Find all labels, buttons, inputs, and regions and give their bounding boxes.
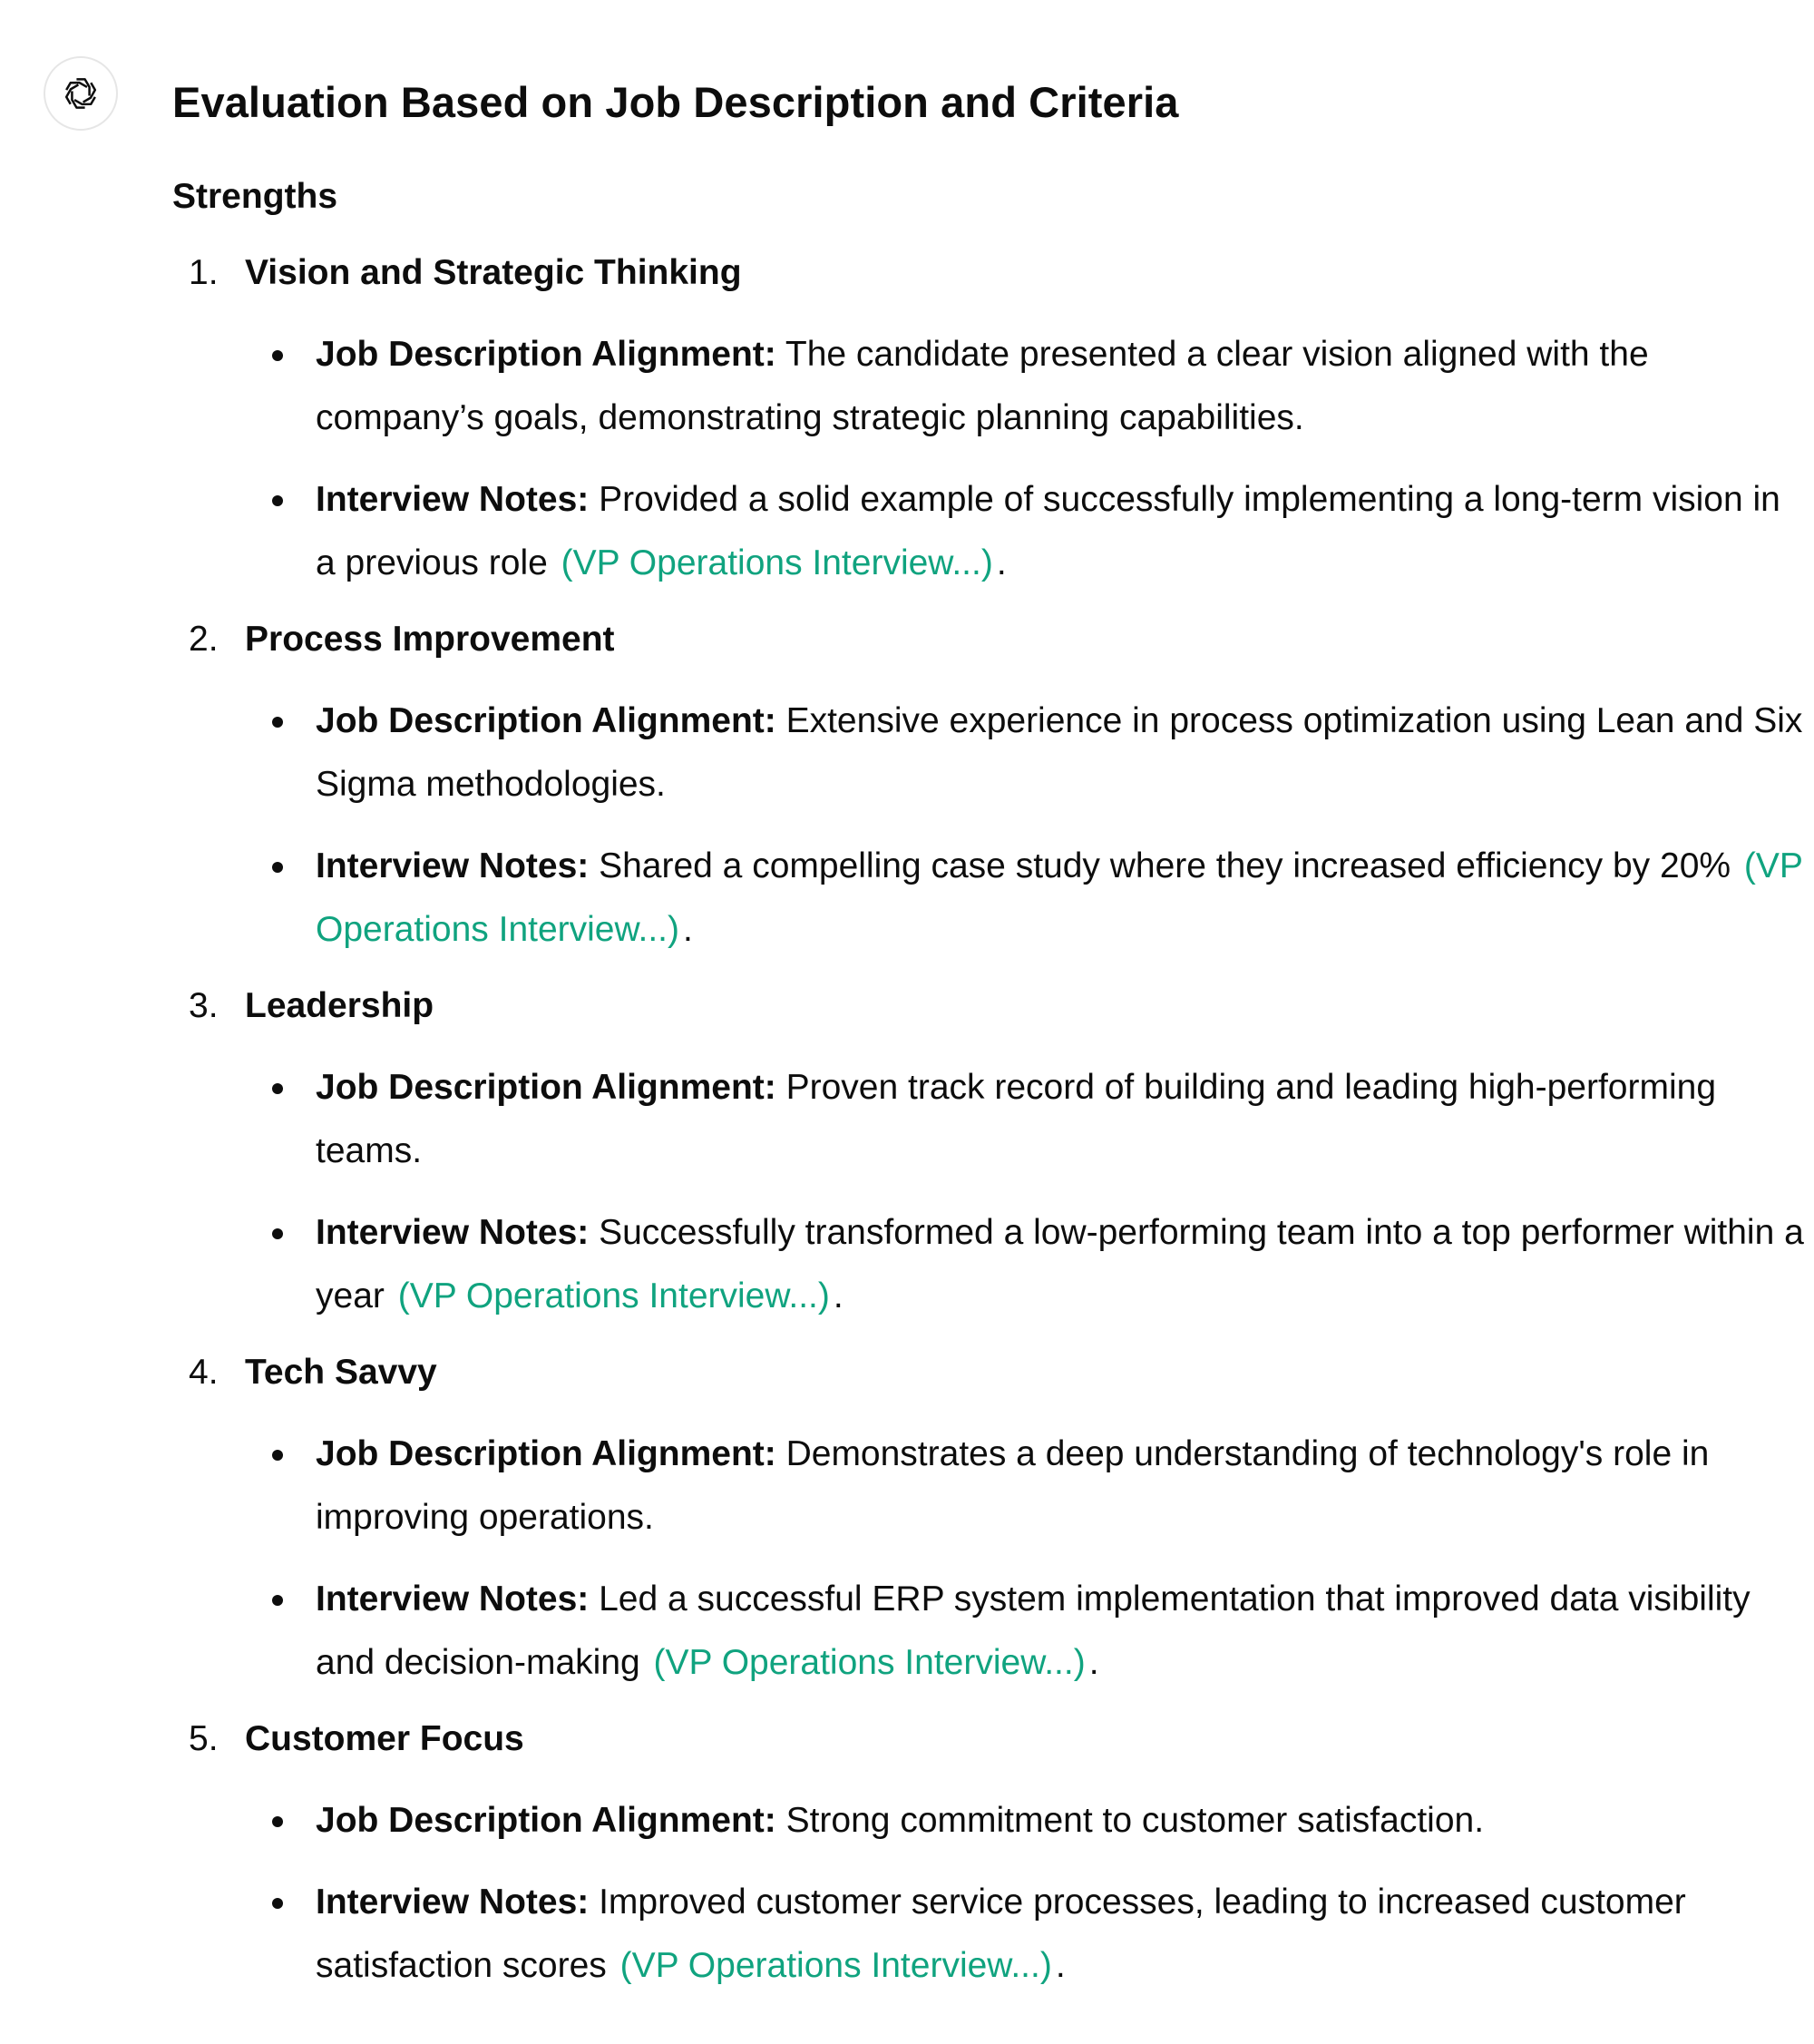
bullet-dot: [272, 1083, 283, 1094]
jd-label: Job Description Alignment:: [316, 1434, 776, 1473]
interview-notes-bullet: [172, 1871, 1805, 1998]
assistant-message: [172, 65, 1804, 1998]
sentence-end: .: [833, 1276, 844, 1315]
jd-text: Proven track record of building and leading high-performing teams.: [316, 1068, 1717, 1170]
interview-notes-bullet: [172, 835, 1805, 962]
notes-text: Shared a compelling case study where they increased efficiency by 20%: [589, 846, 1731, 885]
notes-label: Interview Notes:: [316, 1883, 590, 1922]
jd-text: Extensive experience in process optimization using Lean and Six Sigma methodologies.: [316, 701, 1803, 804]
bullet-dot: [272, 1228, 283, 1239]
item-number: 5.: [189, 1719, 219, 1758]
strength-heading: [172, 241, 1796, 305]
citation-link[interactable]: (VP Operations Interview...): [653, 1643, 1086, 1682]
strength-details: [172, 1056, 1804, 1328]
strength-item: [172, 608, 1803, 962]
sentence-end: .: [1055, 1946, 1066, 1985]
assistant-avatar: [44, 56, 118, 131]
strength-heading: [172, 608, 1796, 671]
response-title: Evaluation Based on Job Description and Criteria: [172, 78, 1179, 126]
bullet-dot: [272, 1595, 283, 1606]
strength-details: [172, 1423, 1796, 1695]
openai-logo-icon: [58, 71, 103, 116]
item-number: 4.: [189, 1353, 219, 1392]
citation-link[interactable]: (VP Operations Interview...): [316, 846, 1803, 949]
jd-label: Job Description Alignment:: [316, 1801, 776, 1840]
strength-item: [172, 1341, 1796, 1695]
sentence-end: .: [1088, 1643, 1099, 1682]
bullet-dot: [272, 495, 283, 506]
interview-notes-bullet: [172, 1568, 1805, 1695]
item-number: 2.: [189, 620, 219, 659]
strength-heading: [172, 1707, 1796, 1771]
bullet-dot: [272, 350, 283, 361]
item-number: 1.: [189, 253, 219, 292]
notes-text: Improved customer service processes, leading to increased customer satisfaction scores: [316, 1883, 1686, 1985]
item-heading-text: Customer Focus: [245, 1719, 524, 1758]
strength-details: [172, 1789, 1796, 1998]
strength-item: [172, 974, 1804, 1328]
bullet-dot: [272, 1816, 283, 1827]
item-number: 3.: [189, 986, 219, 1025]
citation-link[interactable]: (VP Operations Interview...): [397, 1276, 830, 1315]
bullet-dot: [272, 862, 283, 873]
bullet-dot: [272, 717, 283, 728]
notes-text: Successfully transformed a low-performing team into a top performer within a year: [316, 1213, 1804, 1315]
item-heading-text: Leadership: [245, 986, 434, 1025]
notes-label: Interview Notes:: [316, 1213, 590, 1252]
notes-label: Interview Notes:: [316, 846, 590, 885]
jd-alignment-bullet: [172, 1056, 1805, 1183]
bullet-dot: [272, 1450, 283, 1461]
strengths-list: [172, 241, 1804, 1998]
sentence-end: .: [996, 543, 1007, 582]
jd-text: The candidate presented a clear vision aligned with the company’s goals, demonstrating strategic planning capabilities.: [316, 335, 1649, 437]
jd-alignment-bullet: [172, 689, 1805, 817]
item-heading-text: Process Improvement: [245, 620, 615, 659]
item-heading-text: Vision and Strategic Thinking: [245, 253, 742, 292]
citation-link[interactable]: (VP Operations Interview...): [619, 1946, 1052, 1985]
jd-label: Job Description Alignment:: [316, 1068, 776, 1107]
interview-notes-bullet: [172, 1201, 1805, 1328]
jd-alignment-bullet: [172, 323, 1805, 450]
notes-text: Led a successful ERP system implementation that improved data visibility and decision-making: [316, 1579, 1751, 1682]
strength-heading: [172, 974, 1796, 1038]
citation-link[interactable]: (VP Operations Interview...): [561, 543, 993, 582]
notes-label: Interview Notes:: [316, 480, 590, 519]
section-label-strengths: Strengths: [172, 177, 338, 216]
notes-label: Interview Notes:: [316, 1579, 590, 1619]
sentence-end: .: [683, 910, 693, 949]
interview-notes-bullet: [172, 468, 1805, 595]
strength-heading: [172, 1341, 1796, 1404]
jd-label: Job Description Alignment:: [316, 701, 776, 740]
item-heading-text: Tech Savvy: [245, 1353, 437, 1392]
strength-item: [172, 241, 1796, 595]
jd-alignment-bullet: [172, 1423, 1805, 1550]
strength-details: [172, 689, 1803, 962]
jd-alignment-bullet: [172, 1789, 1805, 1853]
strength-details: [172, 323, 1796, 595]
bullet-dot: [272, 1898, 283, 1909]
strength-item: [172, 1707, 1796, 1998]
jd-text: Demonstrates a deep understanding of technology's role in improving operations.: [316, 1434, 1710, 1537]
jd-text: Strong commitment to customer satisfaction.: [775, 1801, 1485, 1840]
jd-label: Job Description Alignment:: [316, 335, 776, 374]
notes-text: Provided a solid example of successfully implementing a long-term vision in a previous role: [316, 480, 1780, 582]
